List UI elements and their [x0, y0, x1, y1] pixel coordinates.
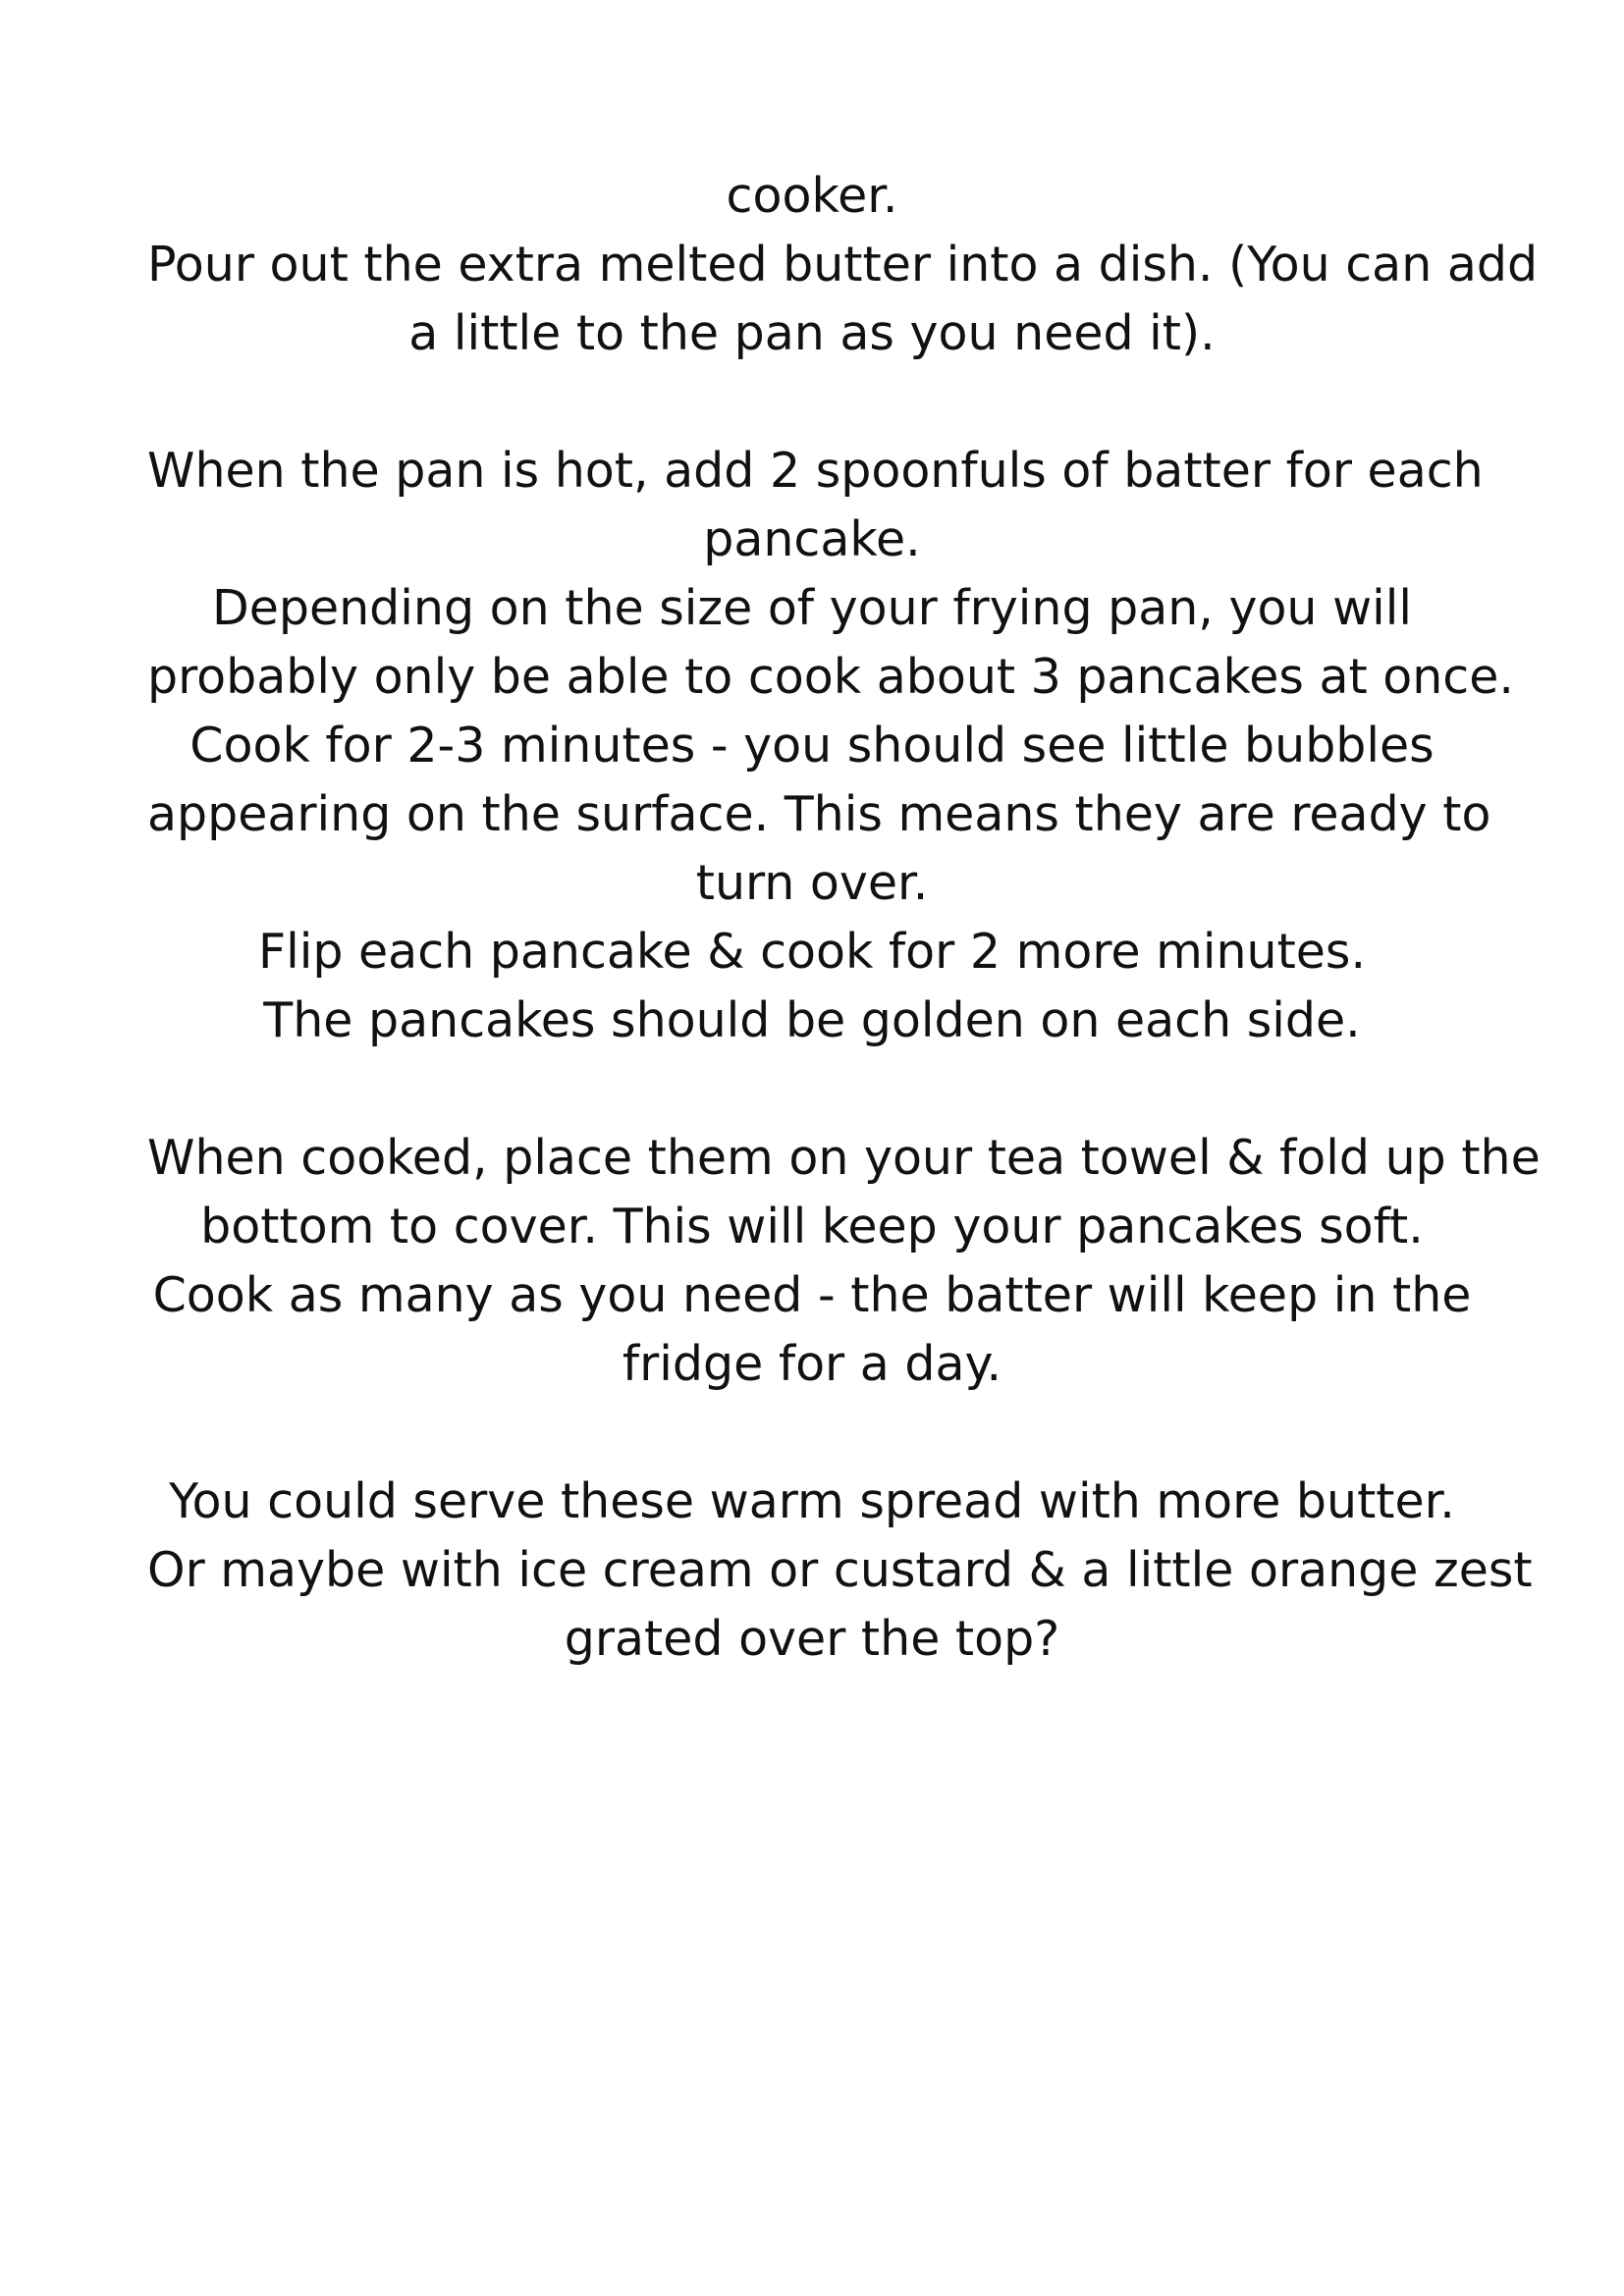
text-line: appearing on the surface. This means they are ready to [147, 786, 1491, 842]
paragraph-spacer [147, 1055, 1477, 1124]
text-line: a little to the pan as you need it). [408, 305, 1216, 361]
text-line: turn over. [695, 855, 929, 911]
text-line: grated over the top? [564, 1611, 1060, 1667]
text-line: You could serve these warm spread with more butter. [169, 1473, 1455, 1529]
text-line: Cook for 2-3 minutes - you should see little bubbles [189, 718, 1435, 774]
text-line: Cook as many as you need - the batter will keep in the [152, 1267, 1472, 1323]
text-line: Pour out the extra melted butter into a dish. (You can add [147, 237, 1539, 293]
text-line: When cooked, place them on your tea towel & fold up the [147, 1130, 1541, 1186]
paragraph-serving [147, 1468, 1533, 1674]
text-line: bottom to cover. This will keep your pancakes soft. [200, 1199, 1424, 1255]
recipe-page [147, 162, 1541, 1674]
paragraph-spacer [147, 368, 1477, 437]
paragraph-cooking [147, 437, 1514, 1055]
text-line: cooker. [726, 168, 898, 224]
paragraph-butter [147, 162, 1539, 368]
text-line: When the pan is hot, add 2 spoonfuls of batter for each [147, 443, 1484, 499]
text-line: Depending on the size of your frying pan, you will [212, 580, 1412, 636]
paragraph-spacer [147, 1399, 1477, 1468]
paragraph-storing [147, 1124, 1541, 1399]
text-line: pancake. [703, 511, 921, 567]
text-line: Or maybe with ice cream or custard & a little orange zest [147, 1542, 1533, 1598]
text-line: Flip each pancake & cook for 2 more minutes. [257, 924, 1367, 980]
text-line: probably only be able to cook about 3 pancakes at once. [147, 649, 1514, 705]
text-line: The pancakes should be golden on each side. [263, 992, 1361, 1048]
text-line: fridge for a day. [622, 1336, 1002, 1392]
